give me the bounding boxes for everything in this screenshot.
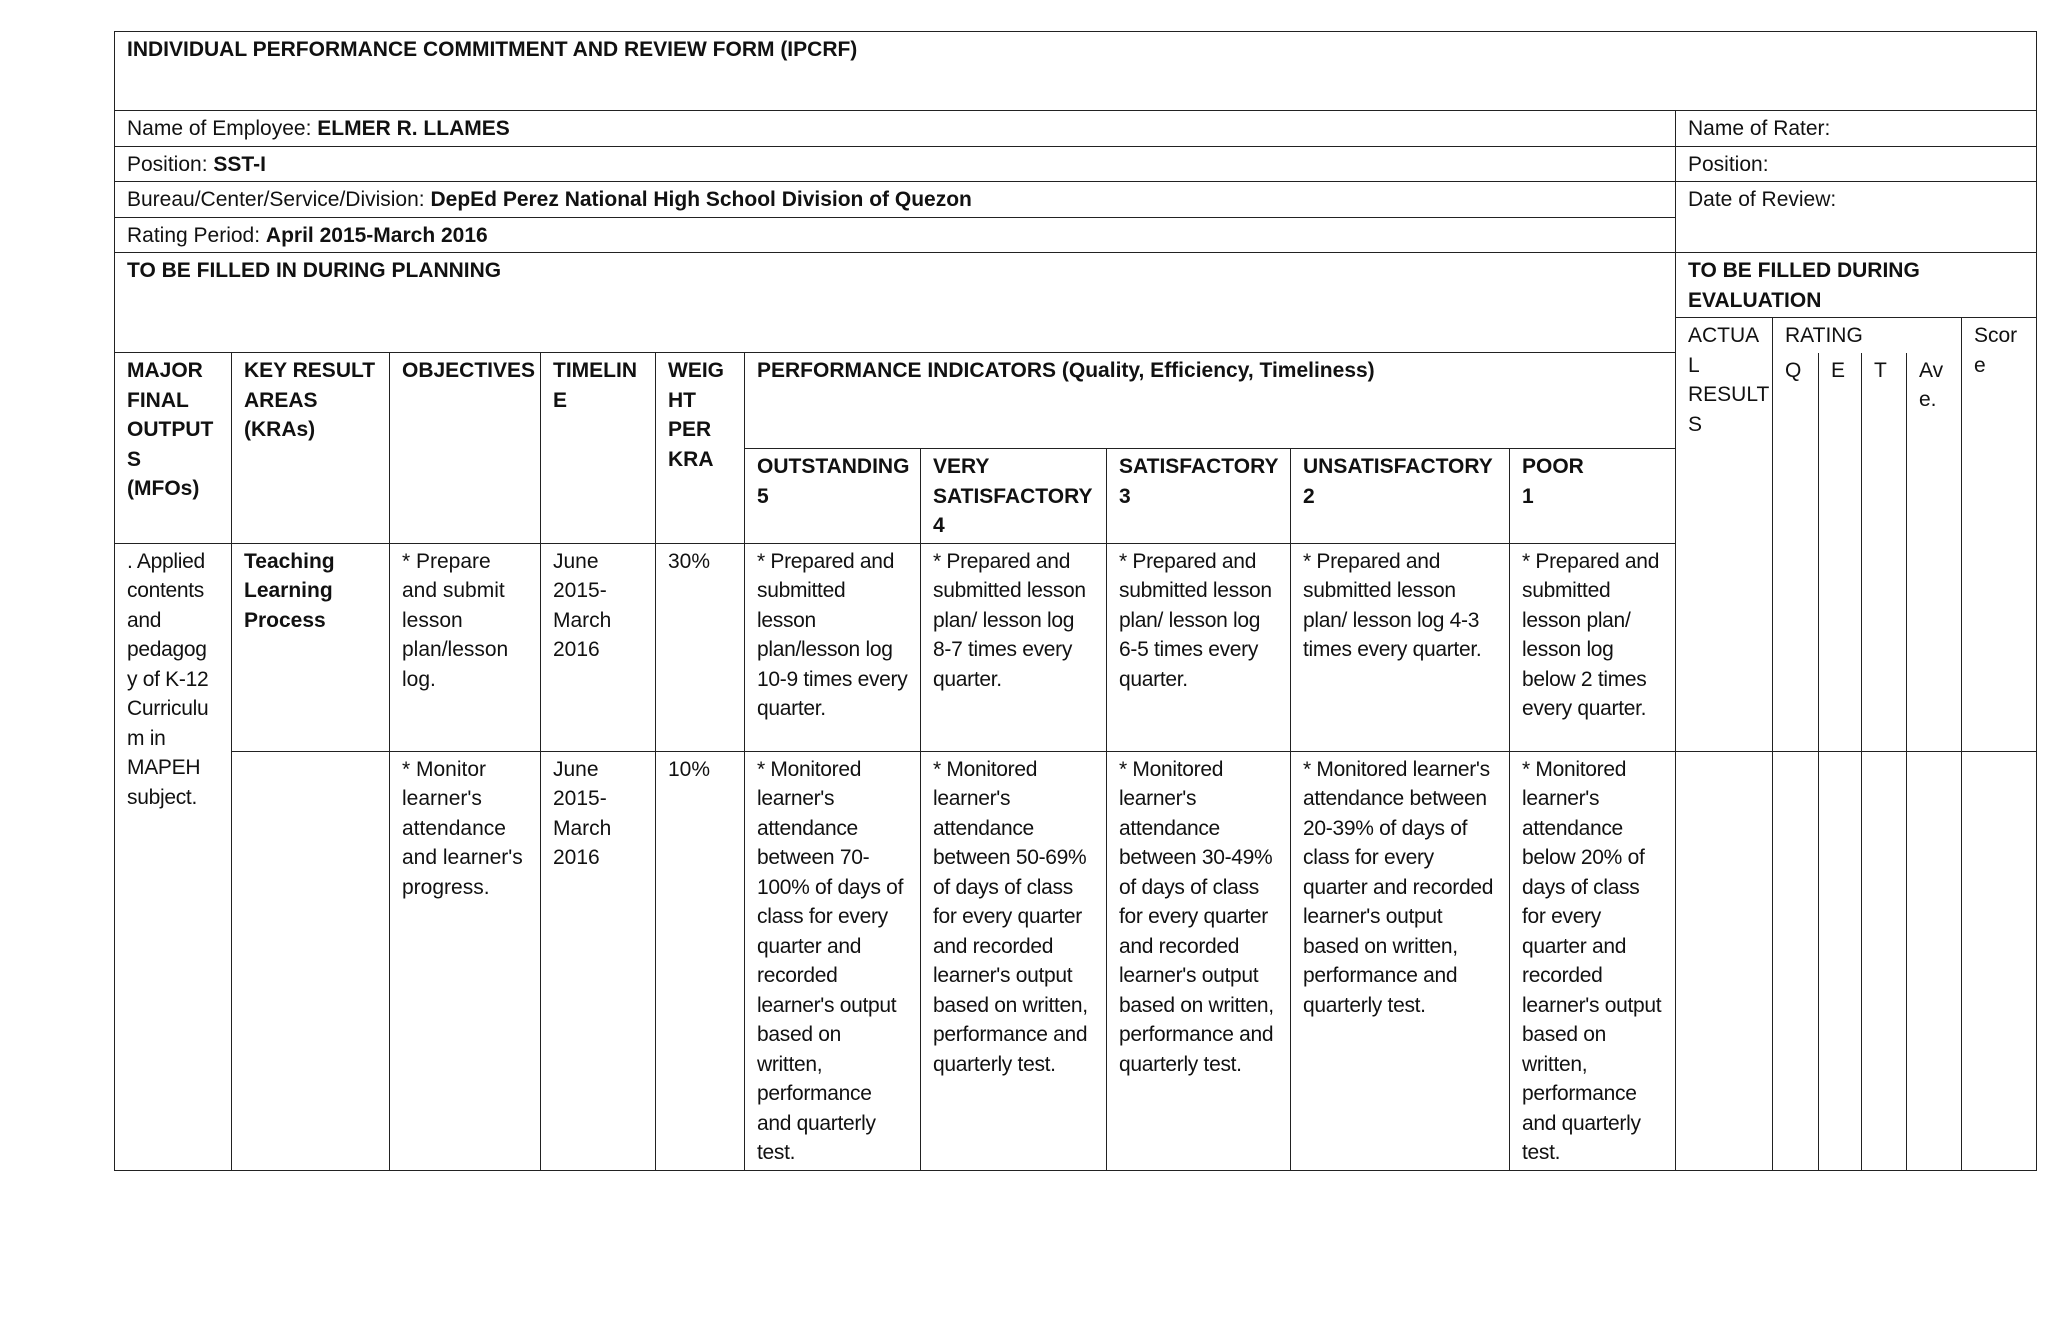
level-outstanding-header [745, 449, 921, 544]
rater-position-label: Position: [1676, 146, 2037, 182]
indicator-poor-cell: * Prepared and submitted lesson plan/ lesson log below 2 times every quarter. [1510, 543, 1676, 751]
level-score: 2 [1303, 484, 1315, 508]
employee-name-cell [115, 111, 1676, 147]
kra-cell [232, 751, 390, 1170]
indicator-poor-cell: * Monitored learner's attendance below 20% of days of class for every quarter and recorded learner's output based on written, performance and quarterly test. [1510, 751, 1676, 1170]
date-of-review-label: Date of Review: [1676, 182, 2037, 253]
timeline-cell: June 2015- March 2016 [541, 751, 656, 1170]
rating-e-header: E [1819, 353, 1862, 752]
rating-q-header: Q [1773, 353, 1819, 752]
score-header: Scor e [1962, 318, 2037, 752]
level-name: UNSATISFACTORY [1303, 455, 1493, 478]
rating-e-cell[interactable] [1819, 751, 1862, 1170]
evaluation-section-label: TO BE FILLED DURING EVALUATION [1676, 253, 2037, 318]
objective-cell: * Monitor learner's attendance and learner's progress. [390, 751, 541, 1170]
kra-cell: Teaching Learning Process [232, 543, 390, 751]
indicator-very-satisfactory-cell: * Monitored learner's attendance between 50-69% of days of class for every quarter and recorded learner's output based on written, performance and quarterly test. [921, 751, 1107, 1170]
indicator-unsatisfactory-cell: * Monitored learner's attendance between 20-39% of days of class for every quarter and recorded learner's output based on written, performance and quarterly test. [1291, 751, 1510, 1170]
indicator-very-satisfactory-cell: * Prepared and submitted lesson plan/ lesson log 8-7 times every quarter. [921, 543, 1107, 751]
rating-ave-cell[interactable] [1907, 751, 1962, 1170]
performance-indicators-header: PERFORMANCE INDICATORS (Quality, Efficiency, Timeliness) [745, 353, 1676, 449]
level-score: 1 [1522, 484, 1534, 508]
planning-section-label: TO BE FILLED IN DURING PLANNING [115, 253, 1676, 353]
bureau-label: Bureau/Center/Service/Division: [127, 188, 425, 211]
timeline-header: TIMELIN E [541, 353, 656, 544]
actual-results-cell[interactable] [1676, 751, 1773, 1170]
mfo-header: MAJOR FINAL OUTPUT S (MFOs) [115, 353, 232, 544]
rating-header: RATING [1773, 318, 1962, 353]
position-label: Position: [127, 152, 208, 176]
rating-period-label: Rating Period: [127, 223, 261, 247]
level-poor-header [1510, 449, 1676, 544]
bureau-value: DepEd Perez National High School Division of Quezon [430, 188, 972, 211]
indicator-satisfactory-cell: * Monitored learner's attendance between 30-49% of days of class for every quarter and recorded learner's output based on written, performance and quarterly test. [1107, 751, 1291, 1170]
indicator-outstanding-cell: * Prepared and submitted lesson plan/lesson log 10-9 times every quarter. [745, 543, 921, 751]
actual-results-header: ACTUA L RESULT S [1676, 318, 1773, 752]
level-very-satisfactory-header [921, 449, 1107, 544]
rating-period-cell [115, 217, 1676, 253]
weight-cell: 10% [656, 751, 745, 1170]
objective-cell: * Prepare and submit lesson plan/lesson log. [390, 543, 541, 751]
level-name: SATISFACTORY [1119, 455, 1279, 478]
employee-name-label: Name of Employee: [127, 117, 312, 140]
level-score: 3 [1119, 484, 1131, 508]
position-value: SST-I [213, 152, 266, 176]
rating-q-cell[interactable] [1773, 751, 1819, 1170]
form-title: INDIVIDUAL PERFORMANCE COMMITMENT AND REVIEW FORM (IPCRF) [115, 32, 2037, 111]
indicator-satisfactory-cell: * Prepared and submitted lesson plan/ lesson log 6-5 times every quarter. [1107, 543, 1291, 751]
indicator-unsatisfactory-cell: * Prepared and submitted lesson plan/ lesson log 4-3 times every quarter. [1291, 543, 1510, 751]
rating-ave-header: Av e. [1907, 353, 1962, 752]
kra-header: KEY RESULT AREAS (KRAs) [232, 353, 390, 544]
employee-name-value: ELMER R. LLAMES [317, 117, 510, 140]
rating-period-value: April 2015-March 2016 [265, 223, 488, 247]
timeline-cell: June 2015- March 2016 [541, 543, 656, 751]
weight-header: WEIG HT PER KRA [656, 353, 745, 544]
objectives-header: OBJECTIVES [390, 353, 541, 544]
rating-t-header: T [1862, 353, 1907, 752]
rater-name-label: Name of Rater: [1676, 111, 2037, 147]
ipcrf-form-table [114, 31, 2037, 1171]
level-name: VERY SATISFACTORY [933, 455, 1093, 508]
level-score: 5 [757, 484, 769, 508]
weight-cell: 30% [656, 543, 745, 751]
level-unsatisfactory-header [1291, 449, 1510, 544]
level-score: 4 [933, 514, 945, 537]
score-cell[interactable] [1962, 751, 2037, 1170]
indicator-outstanding-cell: * Monitored learner's attendance between 70-100% of days of class for every quarter and recorded learner's output based on written, performance and quarterly test. [745, 751, 921, 1170]
rating-t-cell[interactable] [1862, 751, 1907, 1170]
mfo-cell: . Applied contents and pedagog y of K-12 Curriculu m in MAPEH subject. [115, 543, 232, 1170]
level-name: POOR [1522, 455, 1584, 478]
table-row [115, 751, 2037, 1170]
level-satisfactory-header [1107, 449, 1291, 544]
position-cell [115, 146, 1676, 182]
level-name: OUTSTANDING [757, 455, 910, 478]
bureau-cell [115, 182, 1676, 218]
